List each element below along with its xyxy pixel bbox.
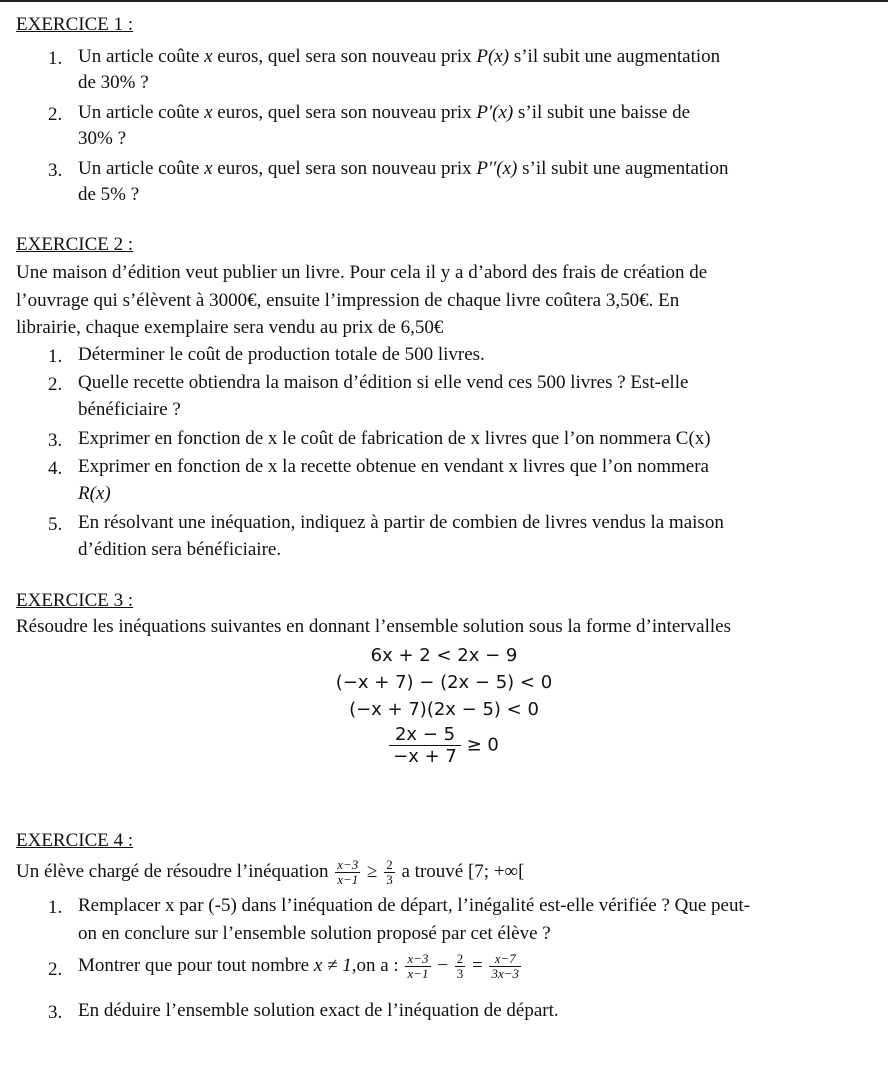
exercise-2-title: EXERCICE 2 :: [16, 234, 134, 255]
ex2-item-5-line-2: d’édition sera bénéficiaire.: [78, 539, 282, 560]
ex1-item-2-line-2: 30% ?: [78, 128, 127, 149]
ex2-item-1-line-1: Déterminer le coût de production totale de 500 livres.: [78, 344, 485, 365]
ex4-fraction-left: $\frac{x-3}{x-1}$: [337, 857, 359, 887]
ex1-item-3-line-2: de 5% ?: [78, 184, 140, 205]
ex2-item-3-number: 3.: [48, 430, 63, 451]
ex4-q2-fraction-3: $\frac{x-7}{3x-3}$: [491, 951, 519, 981]
ex4-fraction-right: $\frac{2}{3}$: [386, 857, 393, 887]
ex3-intro: Résoudre les inéquations suivantes en donnant l’ensemble solution sous la forme d’intervalles: [16, 616, 731, 637]
ex1-item-3-line-1: Un article coûte x euros, quel sera son nouveau prix P′′(x) s’il subit une augmentation: [78, 158, 729, 179]
inequation-4-fraction: [389, 724, 461, 767]
ex4-item-1-line-1: Remplacer x par (-5) dans l’inéquation de départ, l’inégalité est-elle vérifiée ? Que peut-: [78, 895, 751, 916]
ex4-item-1-line-2: on en conclure sur l’ensemble solution proposé par cet élève ?: [78, 923, 551, 944]
ex2-intro-line-3: librairie, chaque exemplaire sera vendu au prix de 6,50€: [16, 317, 444, 338]
exercise-1-title: EXERCICE 1 :: [16, 14, 134, 35]
ex2-item-3-line-1: Exprimer en fonction de x le coût de fabrication de x livres que l’on nommera C(x): [78, 428, 711, 449]
ex1-item-1-number: 1.: [48, 48, 63, 69]
ex1-item-3-number: 3.: [48, 160, 63, 181]
inequation-2: (−x + 7) − (2x − 5) < 0: [335, 672, 553, 693]
exercise-3-title: EXERCICE 3 :: [16, 590, 134, 611]
ex4-intro: Un élève chargé de résoudre l’inéquation $\frac{x-3}{x-1}$ ≥ $\frac{2}{3}$ a trouvé [7; +∞[: [16, 857, 525, 887]
inequation-4-rhs: ≥ 0: [466, 734, 499, 756]
inequation-4: [0, 724, 888, 767]
ex2-item-4-line-2: R(x): [78, 483, 111, 504]
ex2-item-2-line-1: Quelle recette obtiendra la maison d’édition si elle vend ces 500 livres ? Est-elle: [78, 372, 689, 393]
ex2-item-4-line-1: Exprimer en fonction de x la recette obtenue en vendant x livres que l’on nommera: [78, 456, 709, 477]
ex4-interval: [7; +∞[: [467, 860, 525, 882]
ex2-item-5-number: 5.: [48, 514, 63, 535]
ex2-item-5-line-1: En résolvant une inéquation, indiquez à partir de combien de livres vendus la maison: [78, 512, 724, 533]
ex1-item-1-line-2: de 30% ?: [78, 72, 149, 93]
inequation-3: (−x + 7)(2x − 5) < 0: [349, 699, 539, 720]
ex2-item-2-line-2: bénéficiaire ?: [78, 399, 181, 420]
ex4-item-1-number: 1.: [48, 897, 63, 918]
ex1-item-2-number: 2.: [48, 104, 63, 125]
ex2-intro-line-1: Une maison d’édition veut publier un livre. Pour cela il y a d’abord des frais de création de: [16, 262, 708, 283]
exercise-4-title: EXERCICE 4 :: [16, 830, 134, 851]
ex1-item-1-line-1: Un article coûte x euros, quel sera son nouveau prix P(x) s’il subit une augmentation: [78, 46, 721, 67]
inequation-1: 6x + 2 < 2x − 9: [370, 645, 518, 666]
ex2-item-1-number: 1.: [48, 346, 63, 367]
inequation-4-numerator: 2x − 5: [389, 724, 461, 746]
ex4-item-3-number: 3.: [48, 1002, 63, 1023]
ex4-item-2-number: 2.: [48, 959, 63, 980]
ex2-item-4-number: 4.: [48, 458, 63, 479]
ex2-intro-line-2: l’ouvrage qui s’élèvent à 3000€, ensuite l’impression de chaque livre coûtera 3,50€. En: [16, 290, 680, 311]
top-rule: [0, 0, 888, 2]
ex4-item-2-line-1: Montrer que pour tout nombre x ≠ 1,on a : $\frac{x-3}{x-1}$ − $\frac{2}{3}$ = $\frac{x-7}{3x-3}$: [78, 951, 519, 981]
inequation-4-denominator: −x + 7: [393, 746, 457, 767]
ex2-item-2-number: 2.: [48, 374, 63, 395]
ex4-q2-fraction-1: $\frac{x-3}{x-1}$: [407, 951, 429, 981]
ex4-q2-fraction-2: $\frac{2}{3}$: [456, 951, 464, 981]
ex4-item-3-line-1: En déduire l’ensemble solution exact de l’inéquation de départ.: [78, 1000, 559, 1021]
ex1-item-2-line-1: Un article coûte x euros, quel sera son nouveau prix P′(x) s’il subit une baisse de: [78, 102, 690, 123]
